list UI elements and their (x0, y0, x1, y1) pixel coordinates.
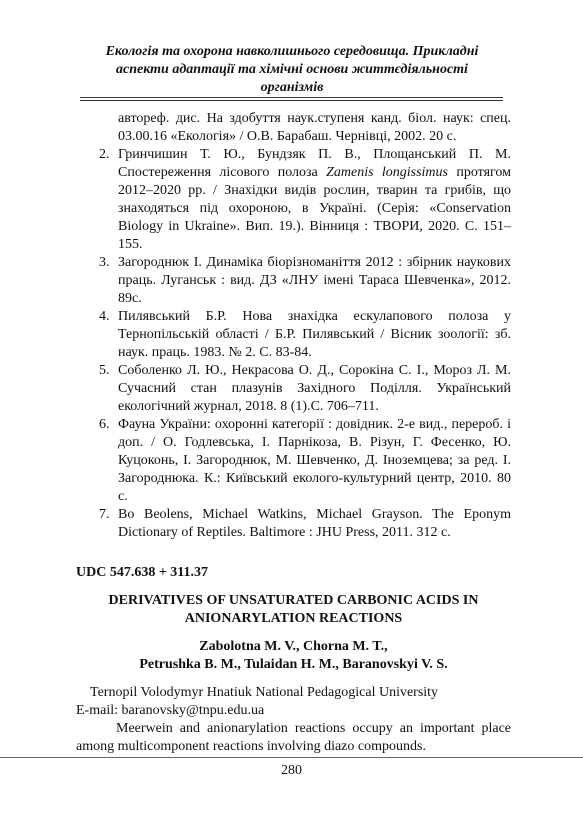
reference-continuation: автореф. дис. На здобуття наук.ступеня канд. біол. наук: спец. 03.00.16 «Екологія» / О.В. Барабаш. Чернівці, 2002. 20 с. (118, 111, 511, 144)
authors-line-1: Zabolotna M. V., Chorna M. T., (199, 639, 388, 654)
running-header (60, 43, 524, 97)
contact-email: E-mail: baranovsky@tnpu.edu.ua (76, 703, 265, 718)
reference-text: Пилявський Б.Р. Нова знахідка ескулапового полоза у Тернопільській області / Б.Р. Пилявський / Вісник зоології: зб. наук. праць. 1983. № 2. С. 83-84. (118, 309, 511, 360)
reference-number: 6. (99, 417, 110, 432)
reference-text-tail: протягом 2012–2020 рр. / Знахідки видів рослин, тварин та грибів, що знаходяться під охороною, в Україні. (Серія: «Conservation Biology in Ukraine». Вип. 19.). Вінниця : ТВОРИ, 2020. С. 151–155. (118, 165, 511, 252)
reference-number: 3. (99, 255, 110, 270)
header-line-3: організмів (260, 80, 324, 95)
page-number: 280 (281, 763, 302, 778)
reference-number: 5. (99, 363, 110, 378)
reference-item (76, 416, 511, 506)
reference-text: Гринчишин Т. Ю., Бундзяк П. В., Площанський П. М. Спостереження лісового полоза (118, 147, 511, 180)
reference-text: Загороднюк І. Динаміка біорізноманіття 2012 : збірник наукових праць. Луганськ : вид. ДЗ «ЛНУ імені Тараса Шевченка», 2012. 89с. (118, 255, 511, 306)
reference-number: 4. (99, 309, 110, 324)
header-line-2: аспекти адаптації та хімічні основи життєдіяльності (116, 62, 468, 77)
article-authors (76, 638, 511, 674)
reference-item (76, 308, 511, 362)
reference-item (76, 362, 511, 416)
reference-number: 7. (99, 507, 110, 522)
reference-number: 2. (99, 147, 110, 162)
authors-line-2: Petrushka B. M., Tulaidan H. M., Baranovskyi V. S. (139, 657, 448, 672)
reference-list (76, 146, 511, 542)
header-rule-bottom (80, 100, 503, 101)
article-title: DERIVATIVES OF UNSATURATED CARBONIC ACIDS IN ANIONARYLATION REACTIONS (108, 593, 479, 626)
reference-text: Фауна України: охоронні категорії : довідник. 2-е вид., перероб. і доп. / О. Годлевська, І. Парнікоза, В. Різун, Г. Фесенко, Ю. Куцоконь, І. Загороднюк, М. Шевченко, Д. Іноземцева; за ред. І. Загороднюка. К.: Київський еколого-культурний центр, 2010. 80 с. (118, 417, 511, 504)
abstract-text: Meerwein and anionarylation reactions occupy an important place among multicomponent reactions involving diazo compounds. (76, 721, 511, 754)
header-line-1: Екологія та охорона навколишнього середовища. Прикладні (105, 44, 479, 59)
reference-text: Соболенко Л. Ю., Некрасова О. Д., Сорокіна С. І., Мороз Л. М. Сучасний стан плазунів Західного Поділля. Український екологічний журнал, 2018. 8 (1).С. 706–711. (118, 363, 511, 414)
reference-item (76, 254, 511, 308)
footer-rule (0, 757, 583, 758)
udc-code: UDC 547.638 + 311.37 (76, 565, 209, 580)
affiliation: Ternopil Volodymyr Hnatiuk National Pedagogical University (90, 685, 439, 700)
header-rule-top (80, 97, 503, 98)
page-content (76, 110, 511, 756)
reference-italic-text: Zamenis longissimus (326, 165, 448, 180)
reference-item (76, 506, 511, 542)
reference-item (76, 146, 511, 254)
reference-text: Bo Beolens, Michael Watkins, Michael Grayson. The Eponym Dictionary of Reptiles. Baltimore : JHU Press, 2011. 312 с. (118, 507, 511, 540)
